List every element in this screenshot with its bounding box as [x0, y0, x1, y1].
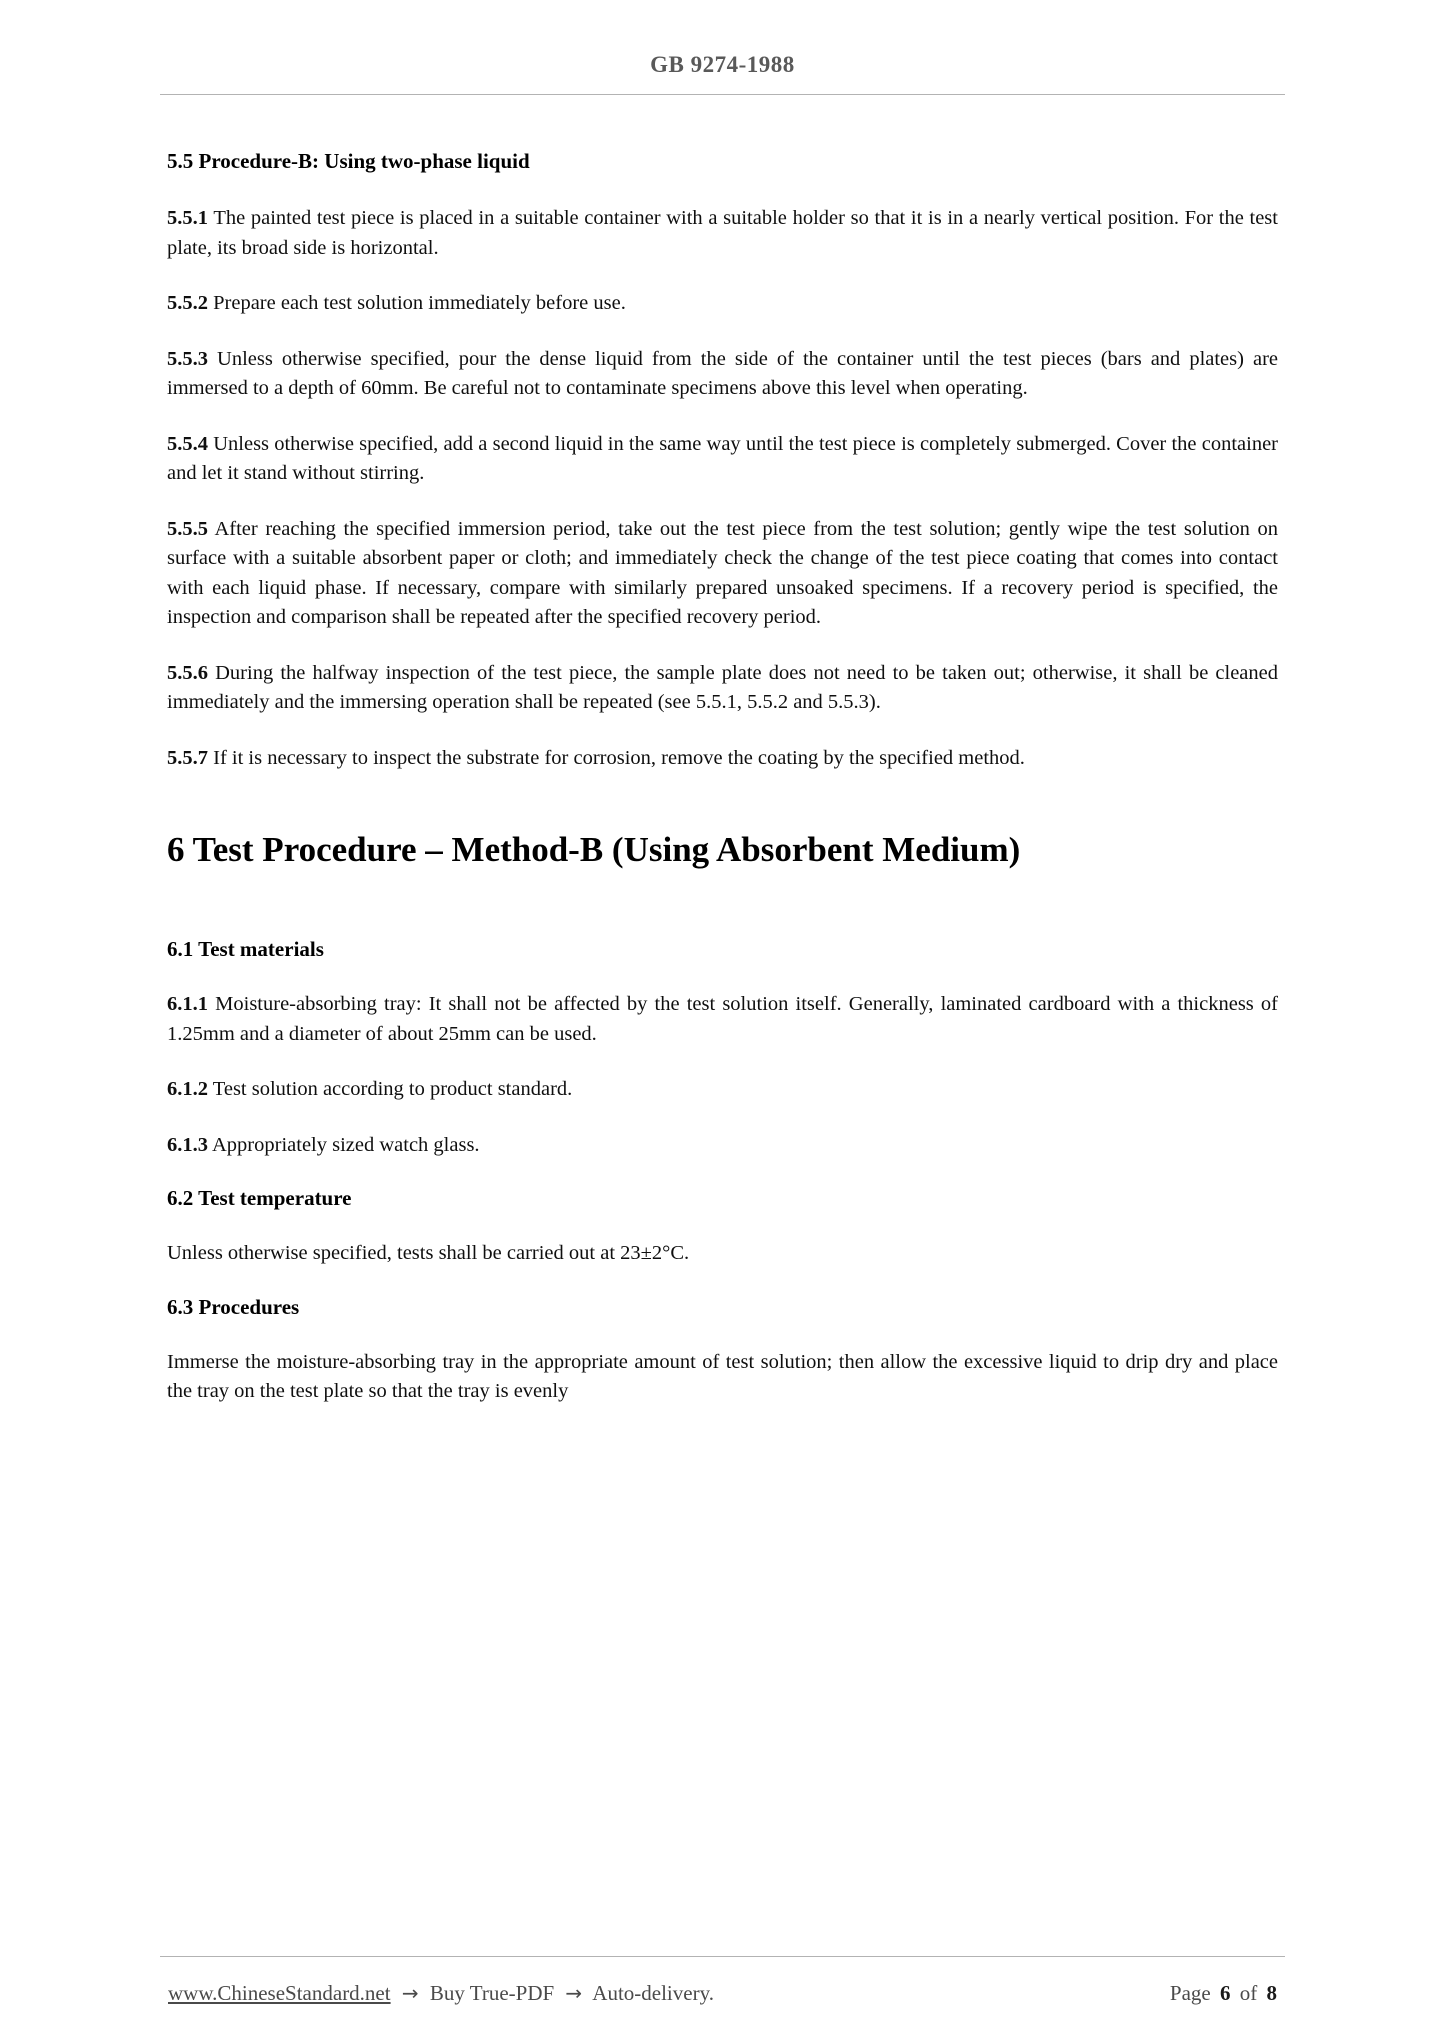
clause-text: During the halfway inspection of the test piece, the sample plate does not need to be taken out; otherwise, it shall be cleaned immediately and the immersing operation shall be repeated (see 5.5.1, 5.5.2 and 5.5.3).: [167, 661, 1279, 714]
heading-5-5: 5.5 Procedure-B: Using two-phase liquid: [167, 149, 530, 173]
clause-text: Test solution according to product standard.: [212, 1078, 573, 1101]
clause-text: After reaching the specified immersion period, take out the test piece from the test solution; gently wipe the test solution on surface with a suitable absorbent paper or cloth; and immediately check the change of the test piece coating that comes into contact with each liquid phase. If necessary, compare with similarly prepared unsoaked specimens. If a recovery period is specified, the inspection and comparison shall be repeated after the specified recovery period.: [167, 517, 1279, 629]
heading-6-3: 6.3 Procedures: [167, 1294, 300, 1319]
paragraph-5-5-3: [167, 345, 1278, 404]
paragraph-6-1-3: [167, 1131, 1278, 1161]
clause-number: 5.5.1: [167, 207, 208, 229]
footer-divider: [160, 1956, 1285, 1957]
clause-text: Unless otherwise specified, pour the dense liquid from the side of the container until the test pieces (bars and plates) are immersed to a depth of 60mm. Be careful not to contaminate specimens above this level when operating.: [167, 347, 1279, 400]
right-arrow-icon: →: [401, 1981, 419, 2005]
document-title: GB 9274-1988: [650, 52, 795, 77]
clause-text: If it is necessary to inspect the substrate for corrosion, remove the coating by the specified method.: [213, 746, 1025, 769]
paragraph-6-2-body: Unless otherwise specified, tests shall be carried out at 23±2°C.: [167, 1242, 690, 1265]
site-link[interactable]: www.ChineseStandard.net: [168, 1981, 391, 2005]
clause-number: 5.5.2: [167, 292, 208, 315]
heading-6-2: 6.2 Test temperature: [167, 1186, 352, 1211]
paragraph-6-1-1: [167, 990, 1278, 1049]
clause-number: 5.5.4: [167, 432, 208, 455]
page-footer: [160, 1956, 1285, 2006]
clause-number: 5.5.5: [167, 517, 208, 540]
right-arrow-icon: →: [565, 1981, 583, 2005]
paragraph-5-5-2: [167, 289, 1278, 319]
footer-source-line: [168, 1981, 720, 2006]
heading-chapter-6: 6 Test Procedure – Method-B (Using Absorbent Medium): [167, 830, 1021, 870]
clause-number: 6.1.3: [167, 1133, 208, 1156]
heading-6-1: 6.1 Test materials: [167, 937, 324, 962]
page-header: [0, 0, 1445, 95]
of-word: of: [1239, 1981, 1258, 2005]
page-indicator: [1166, 1981, 1277, 2006]
clause-number: 5.5.7: [167, 746, 208, 769]
paragraph-6-3-body: Immerse the moisture-absorbing tray in the appropriate amount of test solution; then allow the excessive liquid to drip dry and place the tray on the test plate so that the tray is evenly: [167, 1350, 1278, 1403]
clause-text: Moisture-absorbing tray: It shall not be affected by the test solution itself. Generally, laminated cardboard with a thickness of 1.25mm and a diameter of about 25mm can be used.: [167, 993, 1279, 1045]
clause-text: Appropriately sized watch glass.: [212, 1133, 480, 1156]
clause-number: 5.5.3: [167, 347, 208, 370]
clause-text: Prepare each test solution immediately before use.: [213, 292, 626, 315]
clause-number: 5.5.6: [167, 661, 208, 684]
footer-buy-text: Buy True-PDF: [429, 1981, 555, 2005]
total-pages: 8: [1266, 1981, 1277, 2005]
clause-text: Unless otherwise specified, add a second liquid in the same way until the test piece is completely submerged. Cover the container and let it stand without stirring.: [167, 432, 1278, 485]
paragraph-5-5-5: [167, 515, 1278, 633]
paragraph-5-5-1: [167, 204, 1278, 263]
paragraph-6-1-2: [167, 1075, 1278, 1105]
document-body: [0, 95, 1445, 1407]
clause-number: 6.1.1: [167, 993, 208, 1016]
paragraph-5-5-6: [167, 659, 1278, 718]
clause-number: 6.1.2: [167, 1078, 208, 1101]
page-word: Page: [1169, 1981, 1211, 2005]
page-number: 6: [1220, 1981, 1231, 2005]
paragraph-5-5-4: [167, 430, 1278, 489]
paragraph-5-5-7: [167, 744, 1278, 774]
footer-delivery-text: Auto-delivery.: [592, 1981, 714, 2005]
clause-text: The painted test piece is placed in a suitable container with a suitable holder so that it is in a nearly vertical position. For the test plate, its broad side is horizontal.: [167, 207, 1278, 259]
